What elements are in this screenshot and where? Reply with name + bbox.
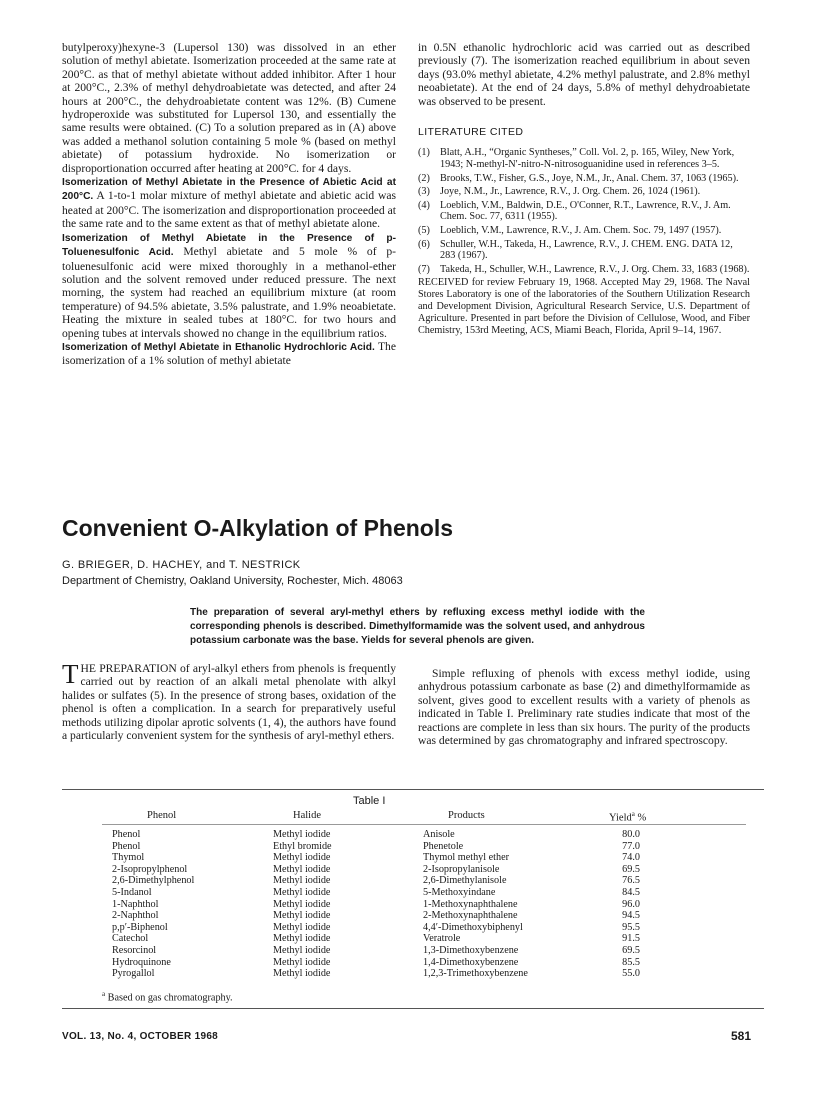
cell-halide: Methyl iodide xyxy=(273,898,331,910)
reference-item xyxy=(418,239,750,262)
reference-item xyxy=(418,264,750,276)
cell-phenol: Phenol xyxy=(112,829,141,840)
paragraph: in 0.5N ethanolic hydrochloric acid was carried out as described previously (7). The isomerization reached equilibrium in about seven days (93.0% methyl abietate, 4.2% methyl palustrate, and 2.8% methyl neoabietate). At the end of 24 days, 5.8% of methyl dehydroabietate was observed to be present. xyxy=(418,41,750,108)
reference-number: (4) xyxy=(418,199,430,211)
cell-product: 2-Methoxynaphthalene xyxy=(423,910,518,922)
cell-yield: 85.5 xyxy=(622,956,640,968)
cell-yield: 74.0 xyxy=(622,852,640,864)
reference-item xyxy=(418,200,750,223)
reference-text: Schuller, W.H., Takeda, H., Lawrence, R.V., J. CHEM. ENG. DATA 12, 283 (1967). xyxy=(440,238,733,262)
reference-list xyxy=(418,147,750,275)
reference-item xyxy=(418,225,750,237)
cell-yield: 96.0 xyxy=(622,898,640,910)
cell-halide: Methyl iodide xyxy=(273,829,331,840)
cell-halide: Methyl iodide xyxy=(273,886,331,898)
cell-yield: 84.5 xyxy=(622,886,640,898)
cell-phenol: Hydroquinone xyxy=(112,956,171,968)
cell-product: 1-Methoxynaphthalene xyxy=(423,898,518,910)
cell-product: 2-Isopropylanisole xyxy=(423,863,500,875)
cell-halide: Methyl iodide xyxy=(273,910,331,922)
cell-product: 1,2,3-Trimethoxybenzene xyxy=(423,968,528,980)
table-title: Table I xyxy=(353,795,386,807)
table-row xyxy=(0,829,827,841)
header-rule xyxy=(102,824,746,825)
table-footnote: $^a$ Based on gas chromatography. xyxy=(102,990,233,1004)
cell-halide: Ethyl bromide xyxy=(273,840,332,852)
reference-text: Brooks, T.W., Fisher, G.S., Joye, N.M., Jr., Anal. Chem. 37, 1063 (1965). xyxy=(440,172,739,184)
left-column xyxy=(62,41,396,368)
reference-number: (7) xyxy=(418,263,430,275)
authors: G. BRIEGER, D. HACHEY, and T. NESTRICK xyxy=(62,559,301,571)
table-row xyxy=(0,910,827,922)
cell-phenol: Catechol xyxy=(112,933,149,945)
cell-halide: Methyl iodide xyxy=(273,956,331,968)
right-column xyxy=(418,41,750,336)
reference-text: Loeblich, V.M., Baldwin, D.E., O'Conner, R.T., Lawrence, R.V., J. Am. Chem. Soc. 77, 6311 (1955). xyxy=(440,199,731,223)
cell-yield: 55.0 xyxy=(622,968,640,980)
table-row xyxy=(0,864,827,876)
cell-yield: 69.5 xyxy=(622,944,640,956)
cell-phenol: 2,6-Dimethylphenol xyxy=(112,875,195,887)
cell-product: 5-Methoxyindane xyxy=(423,886,496,898)
table-body xyxy=(0,829,827,980)
abstract: The preparation of several aryl-methyl ethers by refluxing excess methyl iodide with the corresponding phenols is described. Dimethylformamide was the solvent used, and anhydrous potassium carbonate was the base. Yields for several phenols are given. xyxy=(190,607,645,646)
cell-yield: 77.0 xyxy=(622,840,640,852)
reference-text: Takeda, H., Schuller, W.H., Lawrence, R.V., J. Org. Chem. 33, 1683 (1968). xyxy=(440,263,750,275)
intro-left-column xyxy=(62,659,396,743)
paragraph: butylperoxy)hexyne-3 (Lupersol 130) was dissolved in an ether solution of methyl abietate. Isomerization proceeded at the same rate at 200°C. as that of methyl abietate without added inhibitor. After 1 hour at 200°C., 2.3% of methyl dehydroabietate was detected, and after 24 hours at 200°C., the dehydroabietate content was 12%. (B) Cumene hydroperoxide was substituted for Lupersol 130, and essentially the same results were obtained. (C) To a solution prepared as in (A) above was added a methanol solution containing 5 mole % (based on methyl abietate) of potassium hydroxide. No isomerization or disproportionation occurred after heating at 200°C. for 4 days. xyxy=(62,41,396,175)
cell-yield: 95.5 xyxy=(622,921,640,933)
reference-item xyxy=(418,186,750,198)
paragraph: Simple refluxing of phenols with excess methyl iodide, using anhydrous potassium carbonate as base (2) and dimethylformamide as solvent, gives good to excellent results with a variety of phenols as indicated in Table I. Preliminary rate studies indicate that most of the reactions are complete in less than six hours. The purity of the products was determined by gas chromatography and infrared spectroscopy. xyxy=(418,667,750,748)
table-row xyxy=(0,968,827,980)
table-row xyxy=(0,875,827,887)
cell-phenol: 2-Isopropylphenol xyxy=(112,863,188,875)
cell-phenol: 1-Naphthol xyxy=(112,898,159,910)
cell-product: 1,4-Dimethoxybenzene xyxy=(423,956,519,968)
table-row xyxy=(0,852,827,864)
table-row xyxy=(0,899,827,911)
literature-cited-heading: LITERATURE CITED xyxy=(418,126,524,139)
cell-product: Phenetole xyxy=(423,840,464,852)
run-in-heading: Isomerization of Methyl Abietate in the Presence of Abietic Acid at 200°C. xyxy=(62,177,396,203)
article-title: Convenient O-Alkylation of Phenols xyxy=(62,515,454,541)
cell-phenol: Pyrogallol xyxy=(112,968,155,980)
page-number: 581 xyxy=(731,1029,752,1043)
cell-product: 4,4′-Dimethoxybiphenyl xyxy=(423,921,523,933)
reference-item xyxy=(418,173,750,185)
cell-phenol: 2-Naphthol xyxy=(112,910,159,922)
column-header-phenol: Phenol xyxy=(147,810,177,821)
cell-phenol: Phenol xyxy=(112,840,141,852)
column-header-halide: Halide xyxy=(293,810,321,821)
table-row xyxy=(0,841,827,853)
cell-phenol: Resorcinol xyxy=(112,944,157,956)
cell-yield: 76.5 xyxy=(622,875,640,887)
paragraph: Isomerization of Methyl Abietate in Ethanolic Hydrochloric Acid. The isomerization of a 1% solution of methyl abietate xyxy=(62,339,396,368)
table-row xyxy=(0,957,827,969)
drop-cap: T xyxy=(62,659,79,689)
reference-number: (1) xyxy=(418,147,430,159)
table-top-rule xyxy=(62,789,764,790)
reference-text: Blatt, A.H., “Organic Syntheses,” Coll. Vol. 2, p. 165, Wiley, New York, 1943; N-methyl-N′-nitro-N-nitrosoguanidine used in references 3–5. xyxy=(440,147,735,171)
cell-halide: Methyl iodide xyxy=(273,921,331,933)
reference-text: Loeblich, V.M., Lawrence, R.V., J. Am. Chem. Soc. 79, 1497 (1957). xyxy=(440,225,722,236)
cell-yield: 69.5 xyxy=(622,863,640,875)
table-row xyxy=(0,887,827,899)
cell-yield: 91.5 xyxy=(622,933,640,945)
paragraph: Isomerization of Methyl Abietate in the Presence of Abietic Acid at 200°C. A 1-to-1 molar mixture of methyl abietate and abietic acid was heated at 200°C. The isomerization and disproportionation proceeded at the same rate and to the same extent as that of methyl abietate alone. xyxy=(62,177,396,231)
received-note: RECEIVED for review February 19, 1968. Accepted May 29, 1968. The Naval Stores Laboratory is one of the laboratories of the Southern Utilization Research and Development Division, Agricultural Research Service, U.S. Department of Agriculture. Presented in part before the Division of Cellulose, Wood, and Fiber Chemistry, 153rd Meeting, ACS, Miami Beach, Florida, April 9–14, 1967. xyxy=(418,277,750,336)
reference-item xyxy=(418,147,750,170)
cell-phenol: Thymol xyxy=(112,852,145,864)
column-header-yield: Yield$^a$ % xyxy=(609,810,647,824)
cell-phenol: 5-Indanol xyxy=(112,886,152,898)
table-row xyxy=(0,922,827,934)
cell-product: 1,3-Dimethoxybenzene xyxy=(423,944,519,956)
cell-halide: Methyl iodide xyxy=(273,944,331,956)
run-in-heading: Isomerization of Methyl Abietate in Ethanolic Hydrochloric Acid. xyxy=(62,341,375,353)
cell-halide: Methyl iodide xyxy=(273,875,331,887)
table-row xyxy=(0,945,827,957)
cell-yield: 94.5 xyxy=(622,910,640,922)
intro-right-column xyxy=(418,667,750,747)
reference-number: (2) xyxy=(418,172,430,184)
paragraph: THE PREPARATION of aryl-alkyl ethers from phenols is frequently carried out by reaction of an alkali metal phenolate with alkyl halides or sulfates (5). In the presence of strong bases, oxidation of the phenol is often a complication. In a search for preparatively useful methods utilizing dipolar aprotic solvents (1, 4), the authors have found a particularly convenient system for the synthesis of aryl-methyl ethers. xyxy=(62,659,396,743)
cell-halide: Methyl iodide xyxy=(273,863,331,875)
reference-number: (5) xyxy=(418,225,430,236)
column-header-products: Products xyxy=(448,810,485,821)
cell-product: Anisole xyxy=(423,829,455,840)
reference-number: (3) xyxy=(418,186,430,198)
table-row xyxy=(0,933,827,945)
reference-text: Joye, N.M., Jr., Lawrence, R.V., J. Org. Chem. 26, 1024 (1961). xyxy=(440,186,701,198)
cell-phenol: p,p′-Biphenol xyxy=(112,921,168,933)
affiliation: Department of Chemistry, Oakland University, Rochester, Mich. 48063 xyxy=(62,575,403,587)
cell-halide: Methyl iodide xyxy=(273,852,331,864)
run-in-heading: Isomerization of Methyl Abietate in the Presence of p-Toluenesulfonic Acid. xyxy=(62,232,396,259)
reference-number: (6) xyxy=(418,238,430,250)
cell-yield: 80.0 xyxy=(622,829,640,840)
cell-halide: Methyl iodide xyxy=(273,933,331,945)
cell-product: Thymol methyl ether xyxy=(423,852,510,864)
cell-product: Veratrole xyxy=(423,933,461,945)
table-bottom-rule xyxy=(62,1008,764,1009)
paragraph: Isomerization of Methyl Abietate in the Presence of p-Toluenesulfonic Acid. Methyl abietate and 5 mole % of p-toluenesulfonic acid were mixed thoroughly in a methanol-ether solution and the solvent removed under reduced pressure. The next morning, the system had reached an equilibrium mixture (at room temperature) of 94.5% abietate, 3.5% palustrate, and 1.9% neoabietate. Heating the mixture in sealed tubes at 180°C. for two hours and opening tubes at intervals showed no change in the equilibrium ratios. xyxy=(62,232,396,340)
journal-issue: VOL. 13, No. 4, OCTOBER 1968 xyxy=(62,1031,219,1042)
cell-halide: Methyl iodide xyxy=(273,968,331,980)
cell-product: 2,6-Dimethylanisole xyxy=(423,875,507,887)
